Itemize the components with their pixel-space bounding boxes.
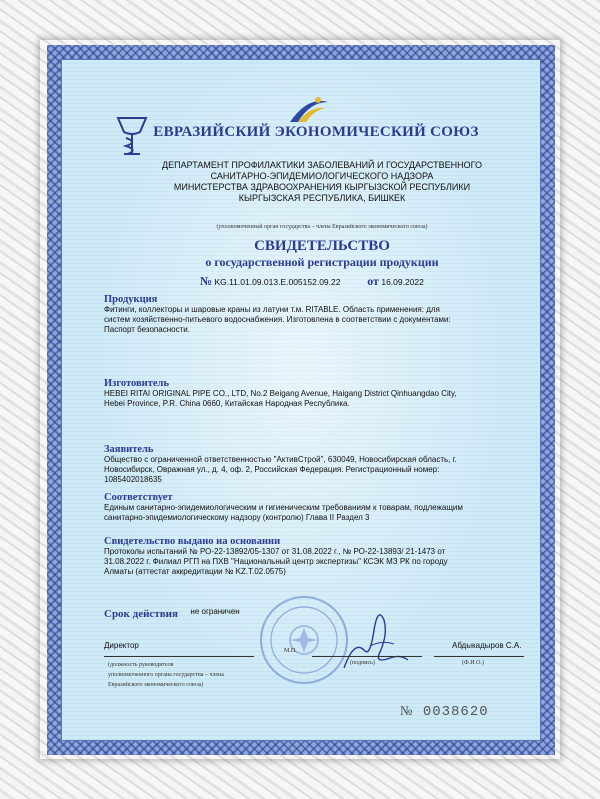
- department-block: [122, 160, 522, 204]
- dept-line: МИНИСТЕРСТВА ЗДРАВООХРАНЕНИЯ КЫРГЫЗСКОЙ РЕСПУБЛИКИ: [173, 182, 471, 192]
- validity-heading: Срок действия: [104, 608, 178, 620]
- position-label: Директор: [104, 641, 139, 650]
- certificate-date: 16.09.2022: [381, 277, 424, 287]
- certificate-number: KG.11.01.09.013.Е.005152.09.22: [214, 277, 341, 287]
- conforms-section: [104, 492, 524, 523]
- signature-underline: [312, 656, 422, 657]
- dept-line: КЫРГЫЗСКАЯ РЕСПУБЛИКА, БИШКЕК: [238, 193, 406, 203]
- eaeu-emblem-icon: [284, 92, 332, 128]
- name-underline: [434, 656, 524, 657]
- product-line: систем хозяйственно-питьевого водоснабжения. Изготовлена в соответствии с документами:: [104, 315, 451, 324]
- applicant-line: Новосибирск, Овражная ул., д. 4, оф. 2, Российская Федерация. Регистрационный номер:: [104, 465, 440, 474]
- date-label: от: [367, 274, 379, 288]
- union-title: ЕВРАЗИЙСКИЙ ЭКОНОМИЧЕСКИЙ СОЮЗ: [153, 124, 479, 140]
- manufacturer-section: [104, 378, 524, 409]
- serial-value: 0038620: [422, 704, 489, 720]
- conforms-heading: Соответствует: [104, 492, 173, 503]
- product-section: [104, 294, 524, 335]
- manufacturer-line: HEBEI RITAI ORIGINAL PIPE CO., LTD, No.2 Beigang Avenue, Haigang District Qinhuangdao City,: [104, 389, 457, 398]
- certificate-number-line: [200, 274, 500, 289]
- basis-section: [104, 536, 524, 577]
- authority-note: (уполномоченный орган государства – члена Евразийского экономического союза): [216, 224, 428, 230]
- role-caption-line: уполномоченного органа государства – члена: [108, 672, 224, 678]
- dept-line: САНИТАРНО-ЭПИДЕМИОЛОГИЧЕСКОГО НАДЗОРА: [210, 171, 434, 181]
- number-label: №: [200, 274, 213, 288]
- role-caption: [108, 660, 288, 690]
- certificate-sheet: [61, 59, 541, 741]
- fio-caption: (Ф.И.О.): [462, 660, 484, 666]
- manufacturer-line: Hebei Province, P.R. China 0660, Китайская Народная Республика.: [104, 399, 350, 408]
- basis-line: 31.08.2022 г. Филиал РГП на ПХВ "Национальный центр экспертизы" КСЭК МЗ РК по городу: [104, 557, 448, 566]
- applicant-section: [104, 444, 524, 485]
- product-line: Паспорт безопасности.: [104, 325, 190, 334]
- conforms-line: санитарно-эпидемиологическому надзору (контролю) Глава II Раздел 3: [104, 513, 370, 522]
- medical-caduceus-icon: [114, 110, 150, 158]
- basis-heading: Свидетельство выдано на основании: [104, 536, 281, 547]
- product-heading: Продукция: [104, 294, 158, 305]
- basis-line: Протоколы испытаний № РО-22-13892/05-1307 от 31.08.2022 г., № РО-22-13893/ 21-1473 от: [104, 547, 446, 556]
- dept-line: ДЕПАРТАМЕНТ ПРОФИЛАКТИКИ ЗАБОЛЕВАНИЙ И ГОСУДАРСТВЕННОГО: [162, 160, 482, 170]
- signatory-name: Абдыкадыров С.А.: [452, 641, 522, 650]
- product-line: Фитинги, коллекторы и шаровые краны из латуни т.м. RITABLE. Область применения: для: [104, 305, 440, 314]
- mp-label: М.П.: [284, 648, 297, 654]
- applicant-line: Общество с ограниченной ответственностью "АктивСтрой", 630049, Новосибирская область, г.: [104, 455, 457, 464]
- certificate-border: [47, 45, 555, 755]
- role-caption-line: (должность руководителя: [108, 662, 174, 668]
- position-underline: [104, 656, 254, 657]
- serial-label: №: [400, 703, 414, 718]
- signature-caption: (подпись): [350, 660, 375, 666]
- role-caption-line: Евразийского экономического союза): [108, 682, 204, 688]
- applicant-line: 1085402018635: [104, 475, 162, 484]
- applicant-heading: Заявитель: [104, 444, 154, 455]
- serial-number: [400, 703, 550, 720]
- validity-value: не ограничен: [190, 607, 240, 616]
- manufacturer-heading: Изготовитель: [104, 378, 169, 389]
- certificate-title: СВИДЕТЕЛЬСТВО: [254, 238, 390, 254]
- basis-line: Алматы (аттестат аккредитации № KZ.T.02.0575): [104, 567, 286, 576]
- certificate-subtitle: о государственной регистрации продукции: [205, 255, 439, 269]
- conforms-line: Единым санитарно-эпидемиологическим и гигиеническим требованиям к товарам, подлежащим: [104, 503, 463, 512]
